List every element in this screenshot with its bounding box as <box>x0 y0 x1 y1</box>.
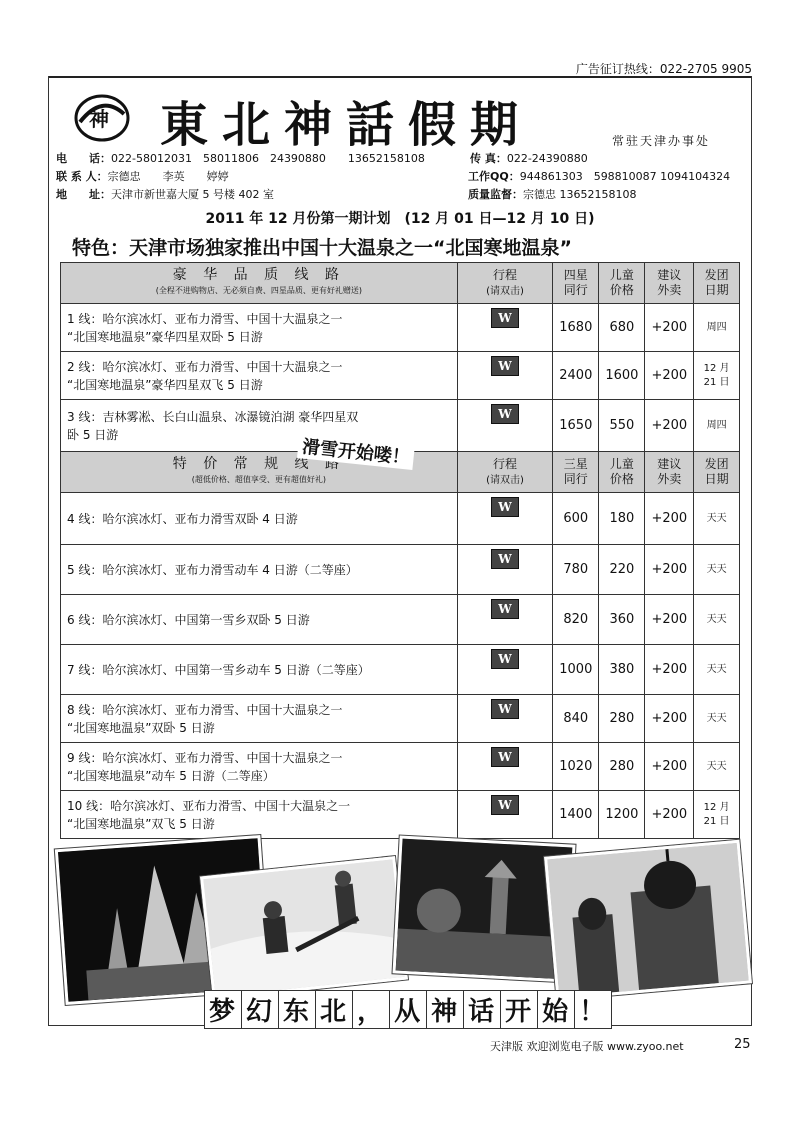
suggested-markup: +200 <box>645 304 694 352</box>
footer-text: 天津版 欢迎浏览电子版 www.zyoo.net <box>490 1040 684 1053</box>
itinerary-cell <box>457 791 553 839</box>
word-document-icon[interactable]: W <box>491 599 519 619</box>
slogan <box>204 990 611 1029</box>
peer-price: 840 <box>553 695 599 743</box>
slogan-char: 东 <box>278 990 316 1029</box>
section-subtitle: (超低价格、超值享受、更有超值好礼) <box>191 475 326 484</box>
slogan-char: 从 <box>389 990 427 1029</box>
slogan-char: 话 <box>463 990 501 1029</box>
suggested-markup: +200 <box>645 645 694 695</box>
slogan-char: ， <box>352 990 390 1029</box>
itinerary-cell <box>457 595 553 645</box>
suggested-markup: +200 <box>645 493 694 545</box>
contact-person: 宗德忠 李英 婷婷 <box>107 170 229 183</box>
route-description: 6 线：哈尔滨冰灯、中国第一雪乡双卧 5 日游 <box>61 595 458 645</box>
col-sell: 建议 外卖 <box>645 263 694 304</box>
child-price: 1200 <box>599 791 645 839</box>
itinerary-cell <box>457 400 553 452</box>
page-number: 25 <box>734 1037 751 1052</box>
photo-cathedral <box>544 840 752 1001</box>
section-title: 豪 华 品 质 线 路 (全程不进购物店、无必须自费、四星品质、更有好礼赠送) <box>61 263 458 304</box>
col-price: 四星 同行 <box>553 263 599 304</box>
fax-label: 传 真： <box>470 152 507 165</box>
peer-price: 1020 <box>553 743 599 791</box>
peer-price: 820 <box>553 595 599 645</box>
route-description: 3 线：吉林雾凇、长白山温泉、冰瀑镜泊湖 豪华四星双 卧 5 日游 <box>61 400 458 452</box>
col-day: 发团 日期 <box>694 263 740 304</box>
word-document-icon[interactable]: W <box>491 404 519 424</box>
route-description: 10 线：哈尔滨冰灯、亚布力滑雪、中国十大温泉之一 “北国寒地温泉”双飞 5 日游 <box>61 791 458 839</box>
table-row <box>61 595 740 645</box>
itinerary-cell <box>457 352 553 400</box>
col-itinerary: 行程 (请双击) <box>457 452 553 493</box>
peer-price: 600 <box>553 493 599 545</box>
child-price: 180 <box>599 493 645 545</box>
peer-price: 1680 <box>553 304 599 352</box>
peer-price: 2400 <box>553 352 599 400</box>
word-document-icon[interactable]: W <box>491 549 519 569</box>
departure-day: 天天 <box>694 595 740 645</box>
ski-stamp: 滑雪开始喽！ <box>297 432 415 470</box>
child-price: 680 <box>599 304 645 352</box>
departure-day: 周四 <box>694 400 740 452</box>
table-row <box>61 493 740 545</box>
col-itinerary-sub: (请双击) <box>486 285 524 297</box>
qq-numbers: 944861303 598810087 1094104324 <box>519 170 731 183</box>
table-row <box>61 645 740 695</box>
departure-day: 12 月 21 日 <box>694 352 740 400</box>
table-row <box>61 791 740 839</box>
departure-day: 天天 <box>694 545 740 595</box>
supervisor: 宗德忠 13652158108 <box>523 188 637 201</box>
departure-day: 12 月 21 日 <box>694 791 740 839</box>
fax-line <box>470 152 588 166</box>
contact-person-label: 联 系 人： <box>56 170 108 183</box>
suggested-markup: +200 <box>645 400 694 452</box>
peer-price: 780 <box>553 545 599 595</box>
suggested-markup: +200 <box>645 352 694 400</box>
photo-kids-sled <box>200 856 408 1000</box>
slogan-char: 幻 <box>241 990 279 1029</box>
supervisor-label: 质量监督： <box>468 188 523 201</box>
route-description: 8 线：哈尔滨冰灯、亚布力滑雪、中国十大温泉之一 “北国寒地温泉”双卧 5 日游 <box>61 695 458 743</box>
col-itinerary: 行程 (请双击) <box>457 263 553 304</box>
brand-title: 東北神話假期 <box>160 97 533 153</box>
peer-price: 1000 <box>553 645 599 695</box>
peer-price: 1400 <box>553 791 599 839</box>
address-label: 地 址： <box>56 188 111 201</box>
itinerary-cell <box>457 493 553 545</box>
word-document-icon[interactable]: W <box>491 649 519 669</box>
slogan-char: 北 <box>315 990 353 1029</box>
departure-day: 天天 <box>694 743 740 791</box>
col-child: 儿童 价格 <box>599 263 645 304</box>
table-row <box>61 695 740 743</box>
itinerary-cell <box>457 695 553 743</box>
child-price: 360 <box>599 595 645 645</box>
departure-day: 周四 <box>694 304 740 352</box>
col-sell: 建议 外卖 <box>645 452 694 493</box>
svg-text:神: 神 <box>89 107 109 131</box>
word-document-icon[interactable]: W <box>491 699 519 719</box>
word-document-icon[interactable]: W <box>491 308 519 328</box>
section-header <box>61 263 740 304</box>
slogan-char: 神 <box>426 990 464 1029</box>
fax-number: 022-24390880 <box>506 152 588 165</box>
word-document-icon[interactable]: W <box>491 795 519 815</box>
itinerary-cell <box>457 743 553 791</box>
table-row <box>61 304 740 352</box>
suggested-markup: +200 <box>645 791 694 839</box>
word-document-icon[interactable]: W <box>491 356 519 376</box>
office-label: 常驻天津办事处 <box>612 134 711 148</box>
itinerary-cell <box>457 304 553 352</box>
slogan-char: ！ <box>574 990 612 1029</box>
word-document-icon[interactable]: W <box>491 497 519 517</box>
suggested-markup: +200 <box>645 695 694 743</box>
section-subtitle: (全程不进购物店、无必须自费、四星品质、更有好礼赠送) <box>155 286 362 295</box>
brand-logo-icon <box>72 88 132 144</box>
phone-label: 电 话： <box>56 152 111 165</box>
plan-title: 2011 年 12 月份第一期计划 (12 月 01 日—12 月 10 日) <box>205 211 595 227</box>
departure-day: 天天 <box>694 493 740 545</box>
col-day: 发团 日期 <box>694 452 740 493</box>
route-description: 5 线：哈尔滨冰灯、亚布力滑雪动车 4 日游（二等座） <box>61 545 458 595</box>
suggested-markup: +200 <box>645 595 694 645</box>
peer-price: 1650 <box>553 400 599 452</box>
child-price: 280 <box>599 743 645 791</box>
address: 天津市新世嘉大厦 5 号楼 402 室 <box>111 188 274 201</box>
section-title: 特 价 常 规 线 路 (超低价格、超值享受、更有超值好礼) <box>61 452 458 493</box>
tour-table <box>60 262 740 839</box>
route-description: 2 线：哈尔滨冰灯、亚布力滑雪、中国十大温泉之一 “北国寒地温泉”豪华四星双飞 5 日游 <box>61 352 458 400</box>
ad-hotline: 广告征订热线：022-2705 9905 <box>575 62 752 76</box>
table-row <box>61 545 740 595</box>
departure-day: 天天 <box>694 695 740 743</box>
supervisor-line <box>468 188 636 202</box>
feature-headline: 特色：天津市场独家推出中国十大温泉之一“北国寒地温泉” <box>72 237 572 259</box>
slogan-char: 梦 <box>204 990 242 1029</box>
qq-line <box>468 170 730 184</box>
qq-label: 工作QQ： <box>468 170 520 183</box>
kids-sled-image <box>203 859 404 996</box>
child-price: 1600 <box>599 352 645 400</box>
route-description: 4 线：哈尔滨冰灯、亚布力滑雪双卧 4 日游 <box>61 493 458 545</box>
address-line <box>56 188 274 202</box>
child-price: 220 <box>599 545 645 595</box>
slogan-char: 开 <box>500 990 538 1029</box>
phone-numbers: 022-58012031 58011806 24390880 13652158108 <box>111 152 425 165</box>
route-description: 1 线：哈尔滨冰灯、亚布力滑雪、中国十大温泉之一 “北国寒地温泉”豪华四星双卧 5 日游 <box>61 304 458 352</box>
slogan-char: 始 <box>537 990 575 1029</box>
suggested-markup: +200 <box>645 545 694 595</box>
cathedral-image <box>547 843 748 997</box>
itinerary-cell <box>457 545 553 595</box>
itinerary-cell <box>457 645 553 695</box>
child-price: 550 <box>599 400 645 452</box>
suggested-markup: +200 <box>645 743 694 791</box>
table-row <box>61 743 740 791</box>
word-document-icon[interactable]: W <box>491 747 519 767</box>
table-row <box>61 352 740 400</box>
route-description: 7 线：哈尔滨冰灯、中国第一雪乡动车 5 日游（二等座） <box>61 645 458 695</box>
route-description: 9 线：哈尔滨冰灯、亚布力滑雪、中国十大温泉之一 “北国寒地温泉”动车 5 日游（二等座） <box>61 743 458 791</box>
col-child: 儿童 价格 <box>599 452 645 493</box>
contact-person-line <box>56 170 229 184</box>
child-price: 380 <box>599 645 645 695</box>
phone-line <box>56 152 425 166</box>
col-itinerary-sub: (请双击) <box>486 474 524 486</box>
col-price: 三星 同行 <box>553 452 599 493</box>
child-price: 280 <box>599 695 645 743</box>
departure-day: 天天 <box>694 645 740 695</box>
